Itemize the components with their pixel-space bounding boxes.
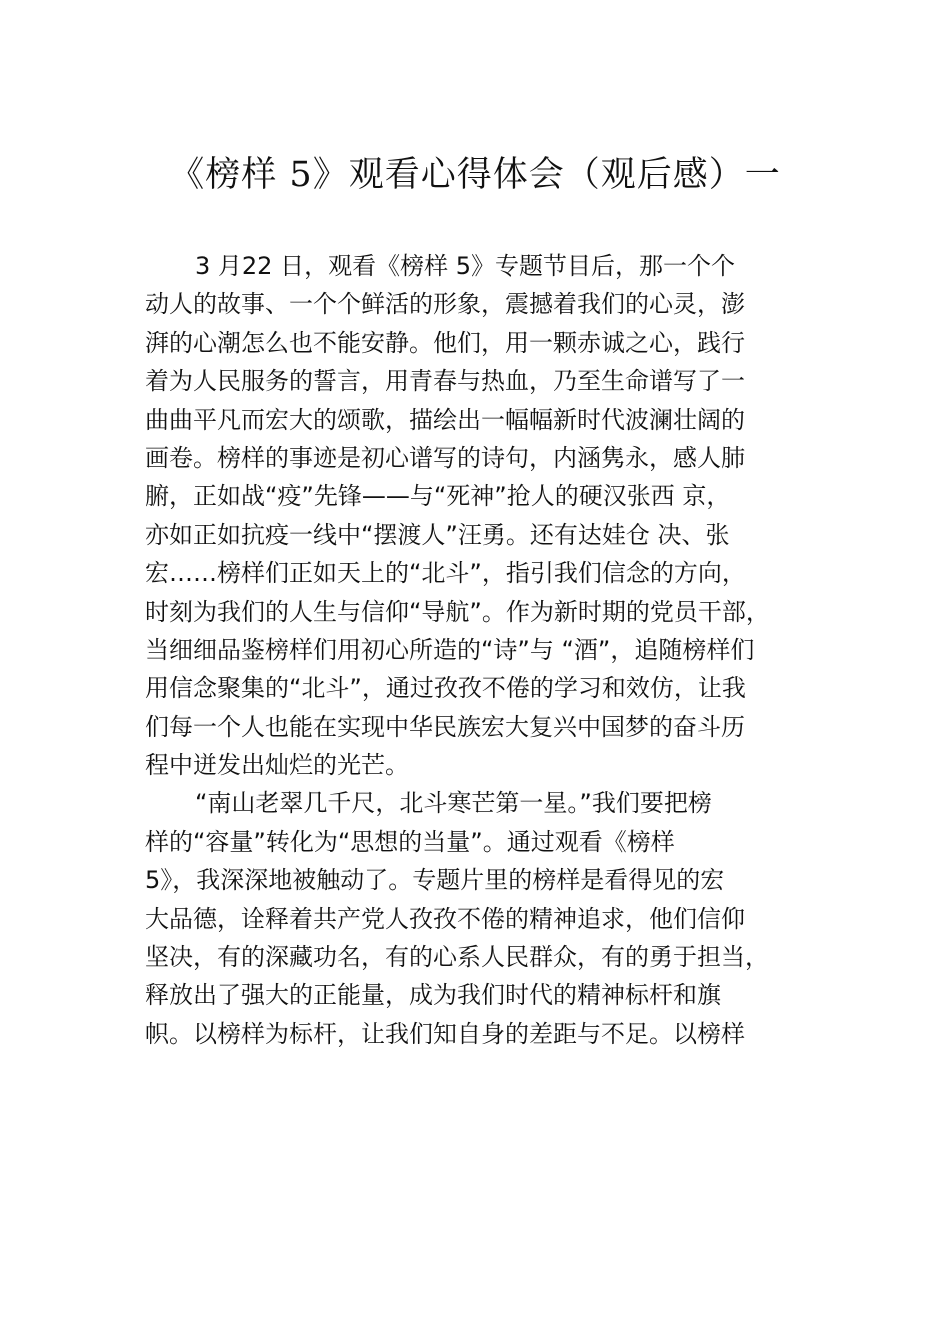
text-line: 3 月22 日，观看《榜样 5》专题节目后，那一个个: [195, 252, 735, 280]
text-line: 宏……榜样们正如天上的“北斗”，指引我们信念的方向，: [145, 559, 746, 588]
text-line: 画卷。榜样的事迹是初心谱写的诗句，内涵隽永，感人肺: [145, 443, 745, 472]
text-line: 释放出了强大的正能量，成为我们时代的精神标杆和旗: [145, 981, 721, 1010]
text-line: 着为人民服务的誓言，用青春与热血，乃至生命谱写了一: [145, 367, 745, 396]
text-line: 当细细品鉴榜样们用初心所造的“诗”与 “酒”，追随榜样们: [145, 635, 755, 664]
text-line: 程中迸发出灿烂的光芒。: [145, 751, 409, 780]
text-line: 大品德，诠释着共产党人孜孜不倦的精神追求，他们信仰: [145, 904, 745, 933]
paragraph-2: [145, 784, 815, 1053]
text-line: 腑，正如战“疫”先锋——与“死神”抢人的硬汉张西 京，: [145, 482, 731, 511]
text-line: 动人的故事、一个个鲜活的形象，震撼着我们的心灵，澎: [145, 290, 745, 319]
text-line: 样的“容量”转化为“思想的当量”。通过观看《榜样: [145, 827, 675, 856]
text-line: 坚决，有的深藏功名，有的心系人民群众，有的勇于担当，: [145, 943, 769, 972]
text-line: 湃的心潮怎么也不能安静。他们，用一颗赤诚之心，践行: [145, 328, 745, 357]
text-line: 5》，我深深地被触动了。专题片里的榜样是看得见的宏: [145, 866, 725, 895]
document-title: 《榜样 5》观看心得体会（观后感）一: [169, 155, 781, 195]
text-line: 曲曲平凡而宏大的颂歌，描绘出一幅幅新时代波澜壮阔的: [145, 405, 745, 434]
text-line: 亦如正如抗疫一线中“摆渡人”汪勇。还有达娃仓 决、张: [145, 520, 730, 549]
text-line: “南山老翠几千尺，北斗寒芒第一星。”我们要把榜: [195, 789, 712, 818]
text-line: 用信念聚集的“北斗”，通过孜孜不倦的学习和效仿，让我: [145, 674, 746, 703]
text-line: 时刻为我们的人生与信仰“导航”。作为新时期的党员干部，: [145, 597, 770, 626]
paragraph-1: [145, 247, 815, 784]
text-line: 们每一个人也能在实现中华民族宏大复兴中国梦的奋斗历: [145, 712, 745, 741]
document-body: [145, 247, 815, 1053]
text-line: 帜。以榜样为标杆，让我们知自身的差距与不足。以榜样: [145, 1019, 745, 1048]
